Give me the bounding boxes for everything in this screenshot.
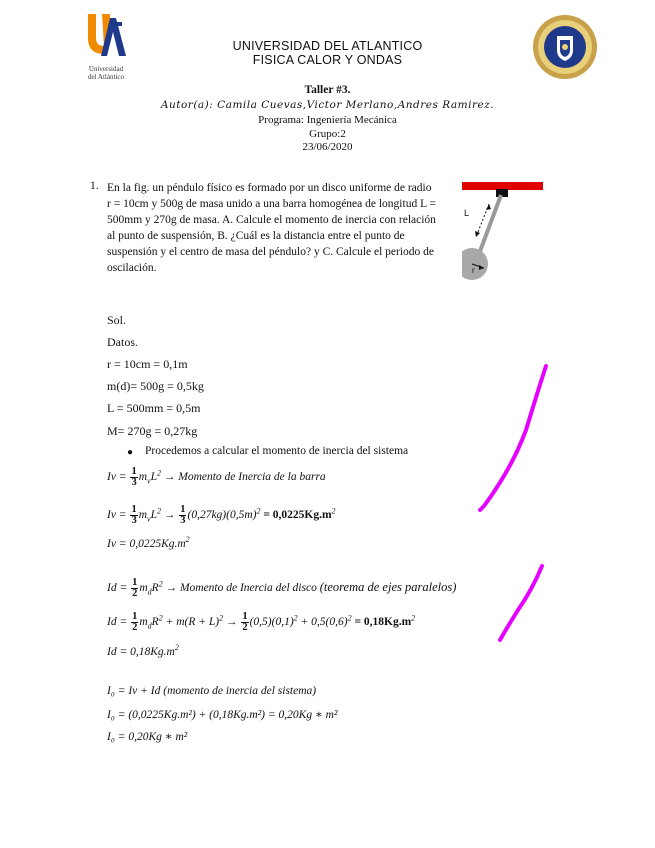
bullet-text: Procedemos a calcular el momento de inercia del sistema bbox=[145, 445, 409, 457]
id2-rest: + 0,5(0,6) bbox=[300, 616, 348, 629]
iv3-text: Iv = 0,0225Kg.m bbox=[107, 537, 186, 550]
solution-heading: Sol. bbox=[107, 313, 127, 327]
id1-description: Momento de Inercia del disco bbox=[179, 582, 317, 595]
data-length: L = 500mm = 0,5m bbox=[107, 401, 201, 415]
bullet-icon: ● bbox=[127, 447, 134, 458]
document-title: Taller #3. bbox=[304, 84, 351, 96]
id1-parenthetical: (teorema de ejes paralelos) bbox=[319, 580, 457, 595]
pen-annotation-1 bbox=[470, 360, 555, 520]
program: Programa: Ingeniería Mecánica bbox=[258, 114, 397, 126]
logo-caption-2: del Atlántico bbox=[88, 73, 124, 81]
equation-iv-2: Iv = $\frac{1}{3}$ $m_vL^2$ → $\frac{1}{3}$ $(0,27kg)(0,5m)^2 = 0,0225Kg.m^2$ bbox=[107, 504, 336, 526]
problem-number: 1. bbox=[90, 180, 99, 192]
equation-io-2: I₀ = (0,0225Kg.m²) + (0,18Kg.m²) = 0,20Kg ∗ m² bbox=[107, 709, 338, 721]
iv1-description: Momento de Inercia de la barra bbox=[178, 471, 326, 484]
iv2-result: = 0,0225Kg.m bbox=[263, 509, 332, 522]
date: 23/06/2020 bbox=[302, 141, 353, 153]
equation-id-3: $Id = 0,18Kg.m^2$ bbox=[107, 643, 179, 658]
pen-annotation-2 bbox=[490, 560, 550, 650]
equation-iv-1: Iv = $\frac{1}{3}$ $m_vL^2$ → Momento de Inercia de la barra bbox=[107, 466, 326, 488]
equation-iv-3: $Iv = 0,0225Kg.m^2$ bbox=[107, 535, 190, 550]
data-disk-mass: m(d)= 500g = 0,5kg bbox=[107, 379, 204, 393]
iv2-values: (0,27kg)(0,5m) bbox=[187, 509, 257, 522]
figure-label-L: L bbox=[464, 208, 470, 218]
data-radius: r = 10cm = 0,1m bbox=[107, 357, 188, 371]
id2-values: (0,5)(0,1) bbox=[249, 616, 294, 629]
figure-label-r: r bbox=[472, 266, 475, 275]
university-name: UNIVERSIDAD DEL ATLANTICO bbox=[232, 39, 423, 53]
equation-id-2: Id = $\frac{1}{2}$ $m_dR^2 + m(R + L)^2$ → $\frac{1}{2}$ $(0,5)(0,1)^2 + 0,5(0,6)^2 = 0,18Kg.m^2$ bbox=[107, 611, 416, 633]
pendulum-figure bbox=[462, 182, 546, 282]
data-heading: Datos. bbox=[107, 335, 138, 349]
group: Grupo:2 bbox=[309, 128, 346, 140]
authors: Autor(a): Camila Cuevas,Victor Merlano,Andres Ramirez. bbox=[160, 99, 495, 111]
id3-text: Id = 0,18Kg.m bbox=[107, 645, 175, 658]
id2-result: = 0,18Kg.m bbox=[354, 616, 412, 629]
equation-io-1: I₀ = Iv + Id (momento de inercia del sistema) bbox=[107, 685, 317, 697]
equation-io-3: I₀ = 0,20Kg ∗ m² bbox=[107, 731, 188, 743]
course-name: FISICA CALOR Y ONDAS bbox=[252, 53, 403, 67]
logo-caption-1: Universidad bbox=[88, 65, 124, 73]
equation-id-1: Id = $\frac{1}{2}$ $m_dR^2$ → Momento de Inercia del disco (teorema de ejes paralelos) bbox=[107, 577, 457, 599]
problem-text: En la fig. un péndulo físico es formado por un disco uniforme de radio r = 10cm y 500g de masa unido a una barra homogénea de longitud L = 500mm y 270g de masa. A. Calcule el momento de inercia con relación al punto de suspensión, B. ¿Cuál es la distancia entre el punto de suspensión y el centro de masa del péndulo? y C. Calcule el periodo de oscilación. bbox=[107, 182, 437, 274]
data-bar-mass: M= 270g = 0,27kg bbox=[107, 424, 198, 438]
